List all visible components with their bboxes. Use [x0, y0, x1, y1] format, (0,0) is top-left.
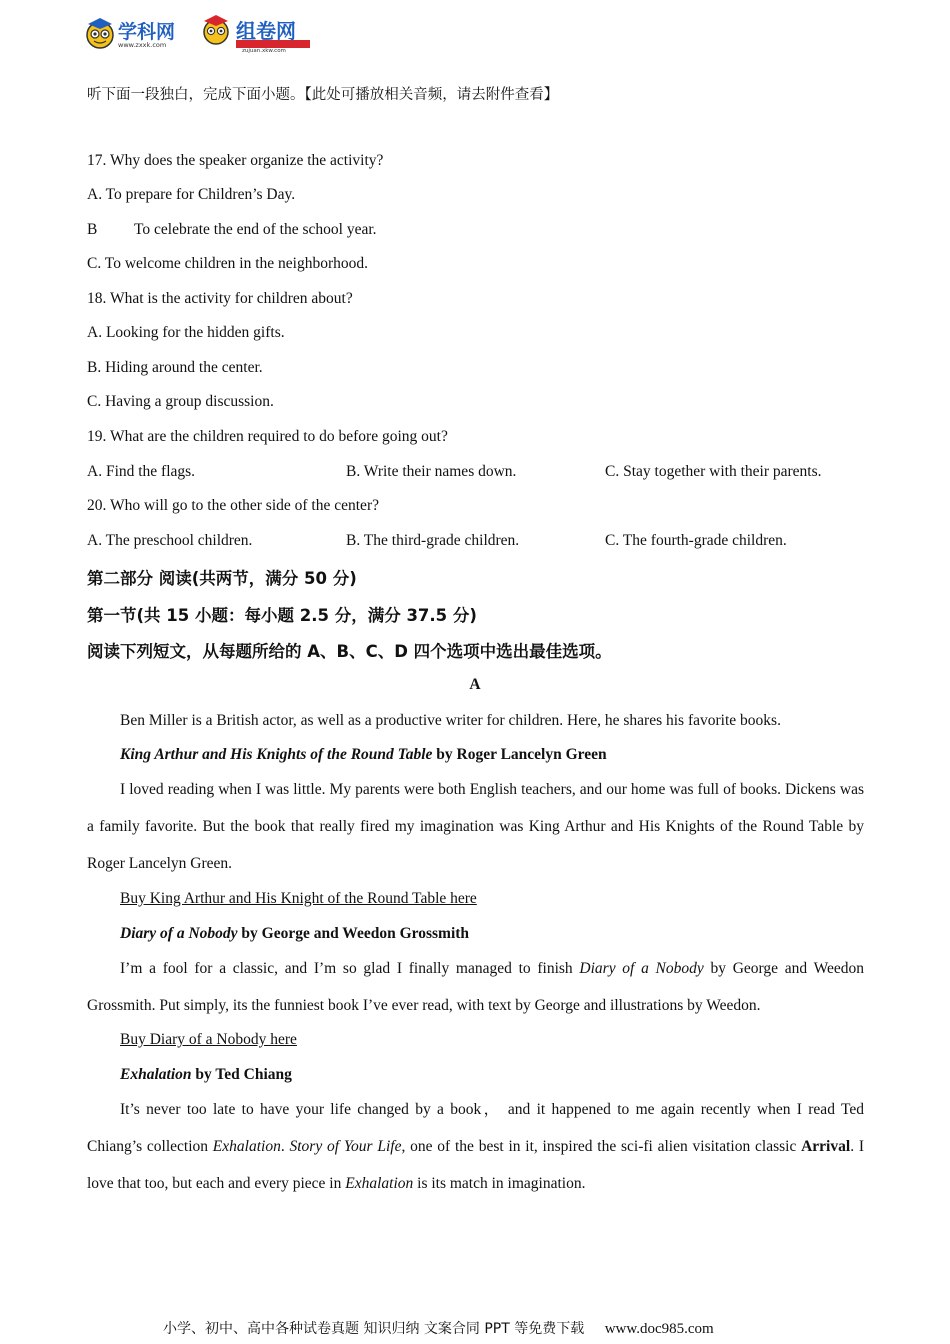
q17-option-a: A. To prepare for Children’s Day. — [87, 186, 296, 203]
footer — [163, 1318, 714, 1338]
logo2-url: zujuan.xkw.com — [242, 48, 286, 54]
listening-intro: 听下面一段独白，完成下面小题。【此处可播放相关音频，请去附件查看】 — [87, 87, 559, 103]
q19-option-c: C. Stay together with their parents. — [605, 463, 822, 480]
reading-part-title: 第二部分 阅读(共两节，满分 50 分) — [87, 569, 357, 588]
q19-option-b: B. Write their names down. — [346, 463, 517, 480]
book3-text-2: Exhalation — [212, 1138, 281, 1155]
logo1-url: www.zxxk.com — [118, 41, 167, 49]
logo2-name: 组卷网 — [236, 19, 296, 43]
book1-author: by Roger Lancelyn Green — [432, 746, 607, 763]
book2-heading — [120, 925, 469, 943]
header-logos — [84, 14, 314, 54]
book3-text-6: Arrival — [801, 1138, 851, 1155]
book3-text-8: Exhalation — [345, 1175, 414, 1192]
q18-stem: 18. What is the activity for children about? — [87, 290, 353, 307]
book2-buy-link[interactable]: Buy Diary of a Nobody here — [120, 1031, 297, 1048]
reading-instruction: 阅读下列短文，从每题所给的 A、B、C、D 四个选项中选出最佳选项。 — [87, 642, 612, 661]
q20-option-b: B. The third-grade children. — [346, 532, 520, 549]
q17-option-c: C. To welcome children in the neighborhood. — [87, 255, 369, 272]
q17-option-b-letter: B — [87, 221, 98, 238]
book1-buy-link[interactable]: Buy King Arthur and His Knight of the Round Table here — [120, 890, 477, 907]
book2-text-post: by George and Weedon Grossmith. Put simply, its the funniest book I’ve ever read, with text by George and illustrations by Weedon. — [87, 960, 864, 1014]
book3-heading — [120, 1066, 292, 1084]
reading-section-title: 第一节(共 15 小题：每小题 2.5 分，满分 37.5 分) — [87, 606, 477, 625]
q17-option-b: To celebrate the end of the school year. — [134, 221, 377, 238]
passage-intro: Ben Miller is a British actor, as well as a productive writer for children. Here, he shares his favorite books. — [120, 712, 781, 729]
book2-author: by George and Weedon Grossmith — [237, 925, 470, 942]
book1-heading — [120, 746, 607, 764]
q18-option-a: A. Looking for the hidden gifts. — [87, 324, 285, 341]
book3-text-9: is its match in imagination. — [413, 1175, 586, 1192]
footer-text: 小学、初中、高中各种试卷真题 知识归纳 文案合同 PPT 等免费下载 — [163, 1321, 585, 1337]
q17-stem: 17. Why does the speaker organize the activity? — [87, 152, 384, 169]
book2-text-pre: I’m a fool for a classic, and I’m so glad I finally managed to finish — [120, 960, 580, 977]
book3-text-3: . — [280, 1138, 290, 1155]
q20-option-c: C. The fourth-grade children. — [605, 532, 787, 549]
book1-title: King Arthur and His Knights of the Round Table — [120, 746, 433, 763]
q18-option-c: C. Having a group discussion. — [87, 393, 274, 410]
book3-text-4: Story of Your Life — [289, 1138, 402, 1155]
footer-url[interactable]: www.doc985.com — [604, 1321, 714, 1337]
q19-stem: 19. What are the children required to do before going out? — [87, 428, 448, 445]
book3-title: Exhalation — [120, 1066, 192, 1083]
q19-option-a: A. Find the flags. — [87, 463, 196, 480]
logo1-name: 学科网 — [118, 21, 176, 43]
book2-text-title: Diary of a Nobody — [579, 960, 704, 977]
book3-author: by Ted Chiang — [191, 1066, 292, 1083]
book1-paragraph: I loved reading when I was little. My parents were both English teachers, and our home was full of books. Dickens was a family favorite. But the book that really fired my imagination was King Arthur and His Knights of the Round Table by Roger Lancelyn Green. — [87, 781, 864, 872]
book2-paragraph — [87, 950, 864, 1024]
q20-stem: 20. Who will go to the other side of the center? — [87, 497, 379, 514]
q20-option-a: A. The preschool children. — [87, 532, 253, 549]
book2-title: Diary of a Nobody — [120, 925, 238, 942]
q18-option-b: B. Hiding around the center. — [87, 359, 263, 376]
book3-paragraph — [87, 1091, 864, 1202]
book3-text-7: . I love that too, but each and every piece in — [87, 1138, 865, 1192]
book3-text-5: , one of the best in it, inspired the sci-fi alien visitation classic — [401, 1138, 802, 1155]
book3-text-1: It’s never too late to have your life changed by a book， and it happened to me again recently when I read Ted Chiang’s collection — [87, 1101, 864, 1155]
passage-label: A — [469, 676, 481, 693]
